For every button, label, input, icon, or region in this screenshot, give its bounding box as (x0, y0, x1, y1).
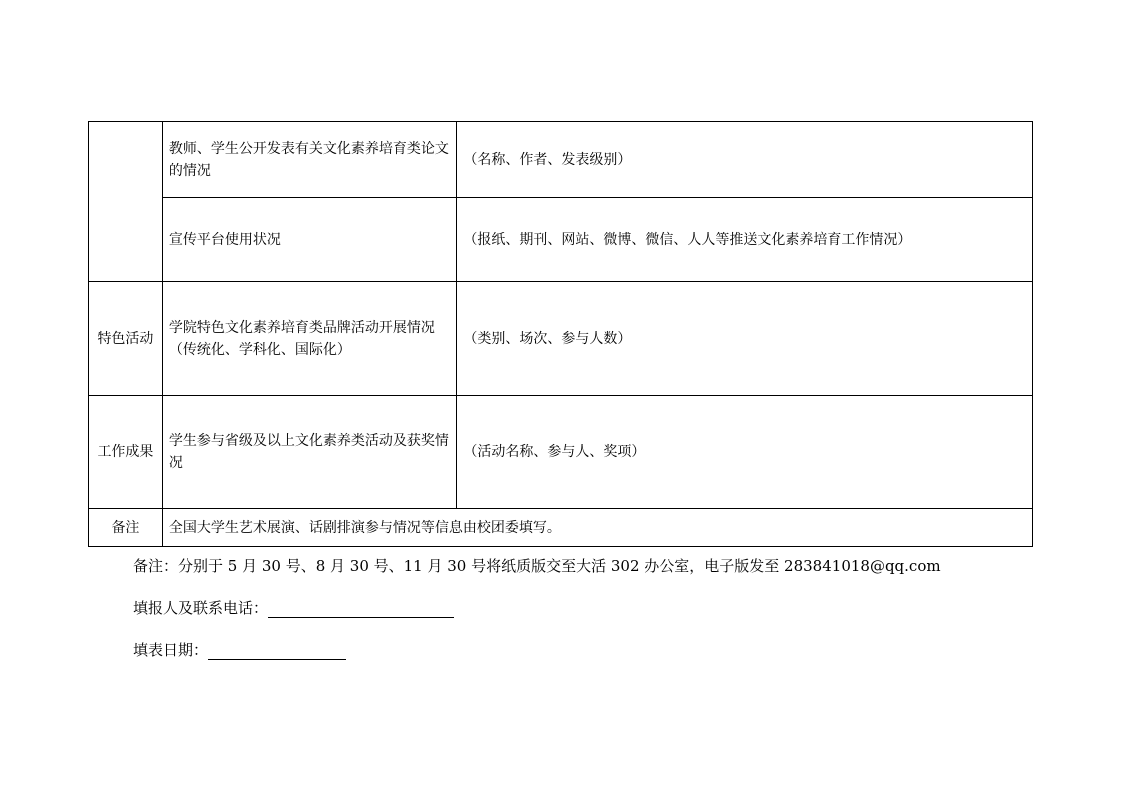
item-cell: 宣传平台使用状况 (162, 198, 457, 282)
date-blank-field[interactable] (208, 643, 346, 660)
remark-label: 备注 (89, 509, 163, 547)
item-cell: 学院特色文化素养培育类品牌活动开展情况（传统化、学科化、国际化） (162, 282, 457, 396)
date-label: 填表日期： (133, 641, 209, 659)
table-row (89, 122, 1033, 198)
detail-cell: （类别、场次、参与人数） (457, 282, 1033, 396)
detail-cell: （报纸、期刊、网站、微博、微信、人人等推送文化素养培育工作情况） (457, 198, 1033, 282)
category-cell: 特色活动 (89, 282, 163, 396)
report-form-table (88, 121, 1033, 547)
table-row (89, 396, 1033, 509)
date-line (133, 640, 346, 660)
contact-label: 填报人及联系电话： (133, 599, 269, 617)
remark-text: 全国大学生艺术展演、话剧排演参与情况等信息由校团委填写。 (162, 509, 1032, 547)
item-cell: 学生参与省级及以上文化素养类活动及获奖情况 (162, 396, 457, 509)
detail-cell: （名称、作者、发表级别） (457, 122, 1033, 198)
remark-row (89, 509, 1033, 547)
table-row (89, 198, 1033, 282)
contact-line (133, 598, 454, 618)
category-cell: 工作成果 (89, 396, 163, 509)
contact-blank-field[interactable] (268, 601, 454, 618)
category-cell (89, 122, 163, 282)
table-row (89, 282, 1033, 396)
item-cell: 教师、学生公开发表有关文化素养培育类论文的情况 (162, 122, 457, 198)
detail-cell: （活动名称、参与人、奖项） (457, 396, 1033, 509)
submission-note: 备注：分别于 5 月 30 号、8 月 30 号、11 月 30 号将纸质版交至大活 302 办公室，电子版发至 283841018@qq.com (133, 557, 941, 575)
